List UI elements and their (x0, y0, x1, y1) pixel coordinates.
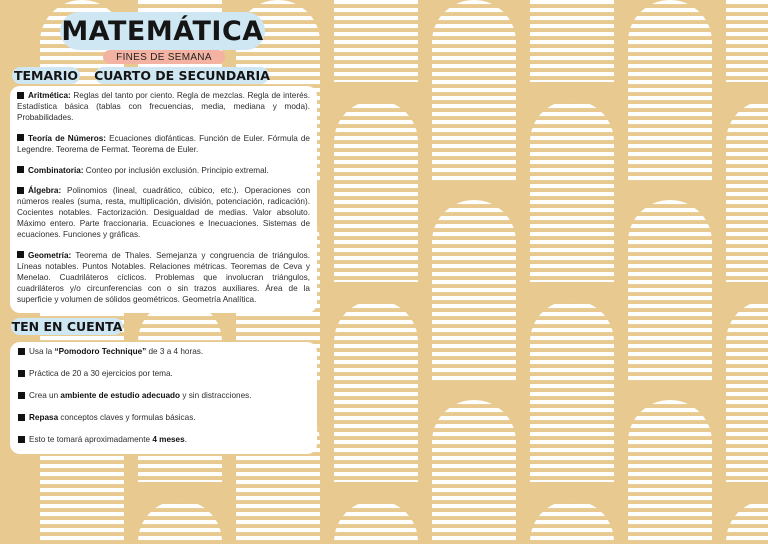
section-label-temario: TEMARIO (13, 68, 79, 83)
topic-description: Conteo por inclusión exclusión. Principio extremal. (83, 165, 269, 175)
arch-shape (726, 300, 768, 482)
tip-item (18, 391, 309, 401)
bullet-square-icon (17, 134, 24, 141)
arch-shape (628, 200, 712, 382)
tip-item (18, 435, 309, 445)
subtitle-badge: FINES DE SEMANA (103, 50, 225, 64)
tip-text: conceptos claves y formulas básicas. (58, 413, 196, 422)
tips-list (18, 347, 309, 445)
tip-emphasis: “Pomodoro Technique” (54, 347, 147, 356)
tip-text: Práctica de 20 a 30 ejercicios por tema. (29, 369, 173, 378)
syllabus-list (17, 91, 310, 306)
topic-description: Reglas del tanto por ciento. Regla de mezclas. Regla de interés. Estadística básica (tablas con frecuencias, media, mediana y moda). Probabilidades. (17, 91, 310, 122)
syllabus-card (10, 86, 317, 313)
bullet-square-icon (18, 414, 25, 421)
bullet-square-icon (18, 392, 25, 399)
topic-name: Geometría: (28, 250, 72, 260)
page-title: MATEMÁTICA (60, 12, 265, 50)
topic-description: Teorema de Thales. Semejanza y congruencia de triángulos. Líneas notables. Puntos Notables. Relaciones métricas. Teoremas de Ceva y Menelao. Cuadriláteros cíclicos. Problemas que involucran triángulos, cuadriláteros y/o circunferencias con o sin trazos auxiliares. Área de la superficie y volumen de sólidos geométricos. Geometría Analítica. (17, 250, 310, 304)
arch-shape (334, 0, 418, 82)
tip-text: y sin distracciones. (180, 391, 252, 400)
bullet-square-icon (17, 251, 24, 258)
tip-text: Crea un (29, 391, 61, 400)
bullet-square-icon (18, 436, 25, 443)
tip-item (18, 347, 309, 357)
syllabus-topic (17, 91, 310, 124)
section-label-tips: TEN EN CUENTA (11, 319, 123, 334)
topic-name: Teoría de Números: (28, 133, 106, 143)
syllabus-topic (17, 134, 310, 156)
arch-shape (530, 500, 614, 544)
grade-label: CUARTO DE SECUNDARIA (94, 68, 270, 83)
bullet-square-icon (17, 92, 24, 99)
arch-shape (334, 300, 418, 482)
arch-shape (726, 100, 768, 282)
bullet-square-icon (17, 166, 24, 173)
arch-shape (334, 100, 418, 282)
arch-shape (334, 500, 418, 544)
arch-shape (432, 200, 516, 382)
topic-description: Polinomios (lineal, cuadrático, cúbico, etc.). Operaciones con números reales (suma, resta, multiplicación, división, potenciación, radicación). Cocientes notables. Factorización. Desigualdad de medias. Valor absoluto. Máximo entero. Parte fraccionaria. Ecuaciones e Inecuaciones. Sistemas de ecuaciones. Funciones y gráficas. (17, 186, 310, 240)
tip-text: Usa la (29, 347, 55, 356)
arch-shape (726, 0, 768, 82)
arch-shape (530, 0, 614, 82)
topic-description: Ecuaciones diofánticas. Función de Euler. Fórmula de Legendre. Teorema de Fermat. Teorema de Euler. (17, 133, 310, 154)
tips-card (10, 342, 317, 454)
arch-shape (530, 300, 614, 482)
tip-text: de 3 a 4 horas. (146, 347, 204, 356)
arch-shape (138, 500, 222, 544)
arch-shape (726, 500, 768, 544)
tip-emphasis: 4 meses (152, 435, 185, 444)
tip-item (18, 369, 309, 379)
topic-name: Combinatoria: (28, 165, 84, 175)
topic-name: Aritmética: (28, 91, 71, 100)
tip-item (18, 413, 309, 423)
arch-shape (432, 0, 516, 182)
arch-shape (628, 400, 712, 544)
bullet-square-icon (18, 348, 25, 355)
tip-text: Esto te tomará aproximadamente (29, 435, 153, 444)
syllabus-topic (17, 166, 310, 177)
tip-text: . (184, 435, 187, 444)
bullet-square-icon (18, 370, 25, 377)
syllabus-topic (17, 251, 310, 306)
topic-name: Álgebra: (28, 186, 62, 196)
arch-shape (530, 100, 614, 282)
tip-emphasis: Repasa (29, 413, 59, 422)
arch-shape (432, 400, 516, 544)
tip-emphasis: ambiente de estudio adecuado (60, 391, 181, 400)
arch-shape (628, 0, 712, 182)
bullet-square-icon (17, 187, 24, 194)
syllabus-topic (17, 186, 310, 241)
